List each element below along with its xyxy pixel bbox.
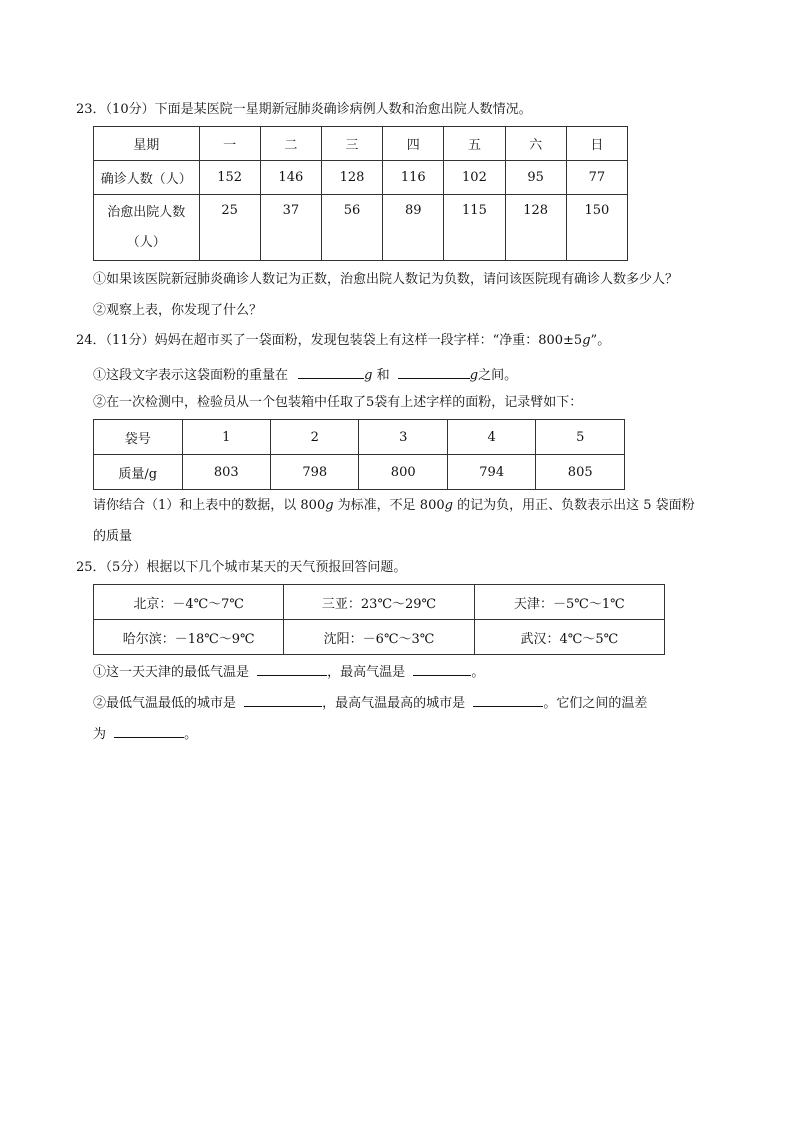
q23-row-label: 确诊人数（人）	[94, 161, 200, 195]
q24-mass: 798	[270, 455, 358, 490]
q24-sub1-end: 之间。	[478, 368, 518, 383]
q25-city-forecast: 沈阳：－6℃～3℃	[284, 620, 474, 655]
q23-cell: 77	[566, 161, 627, 195]
q24-heading-text: 24．（11分）妈妈在超市买了一袋面粉，发现包装袋上有这样一段字样：“净重：800±5	[76, 333, 583, 348]
q23-day: 三	[321, 127, 382, 161]
q23-day: 四	[383, 127, 444, 161]
q24-row1-label: 袋号	[94, 420, 183, 455]
q25-sub2	[93, 692, 647, 714]
q23-sub1: ①如果该医院新冠肺炎确诊人数记为正数，治愈出院人数记为负数，请问该医院现有确诊人数多少人？	[93, 272, 679, 287]
q24-table	[93, 419, 625, 490]
q25-city-forecast: 天津：－5℃～1℃	[474, 585, 664, 620]
q24-row2-label: 质量/g	[94, 455, 183, 490]
q24-sub1	[93, 364, 517, 386]
q25-table	[93, 584, 665, 655]
q24-bag-number: 2	[270, 420, 358, 455]
unit-g: g	[364, 368, 373, 383]
q24-heading-unit: g	[582, 333, 591, 348]
q23-sub2: ②观察上表，你发现了什么？	[93, 303, 263, 318]
q23-header-label: 星期	[94, 127, 200, 161]
q24-bag-number: 1	[182, 420, 270, 455]
q24-heading-end: ”。	[590, 333, 611, 348]
q24-mass: 800	[359, 455, 447, 490]
answer-blank[interactable]	[473, 692, 543, 707]
answer-blank[interactable]	[298, 364, 364, 379]
answer-blank[interactable]	[114, 723, 184, 738]
q25-sub1-mid: ，最高气温是	[327, 665, 406, 680]
unit-g: g	[444, 498, 453, 513]
q23-row-label-line1: 治愈出院人数	[107, 204, 186, 220]
q25-sub2-mid: ，最高气温最高的城市是	[322, 696, 466, 711]
answer-blank[interactable]	[413, 661, 471, 676]
q23-cell: 128	[505, 195, 566, 261]
q23-day: 六	[505, 127, 566, 161]
q23-cell: 150	[566, 195, 627, 261]
q23-cell: 56	[321, 195, 382, 261]
q24-instruction-part2: 为标准，不足 800	[333, 498, 445, 513]
q25-heading: 25．（5分）根据以下几个城市某天的天气预报回答问题。	[76, 560, 407, 575]
q25-sub1-end: 。	[471, 665, 485, 680]
q24-mass: 805	[536, 455, 625, 490]
q24-sub1-text: ①这段文字表示这袋面粉的重量在	[93, 368, 289, 383]
q23-day: 日	[566, 127, 627, 161]
q24-heading	[76, 331, 610, 351]
q25-sub1	[93, 661, 484, 683]
q25-sub1-text: ①这一天天津的最低气温是	[93, 665, 250, 680]
q24-mass: 794	[447, 455, 535, 490]
q23-cell: 25	[199, 195, 260, 261]
q23-cell: 128	[321, 161, 382, 195]
q24-bag-number: 3	[359, 420, 447, 455]
q23-cell: 102	[444, 161, 505, 195]
q24-instruction	[93, 496, 695, 516]
q25-sub2-line2	[93, 723, 197, 745]
q23-day: 五	[444, 127, 505, 161]
q24-sub1-and: 和	[376, 368, 390, 383]
q25-city-forecast: 三亚：23℃～29℃	[284, 585, 474, 620]
q23-day: 二	[260, 127, 321, 161]
q24-bag-number: 5	[536, 420, 625, 455]
q23-cell: 89	[383, 195, 444, 261]
answer-blank[interactable]	[244, 692, 322, 707]
q25-sub2-end: 。它们之间的温差	[543, 696, 648, 711]
q25-city-forecast: 北京：－4℃～7℃	[94, 585, 284, 620]
unit-g: g	[469, 368, 479, 383]
q25-city-forecast: 哈尔滨：－18℃～9℃	[94, 620, 284, 655]
q23-row-label-line2: （人）	[126, 234, 166, 250]
q25-city-forecast: 武汉：4℃～5℃	[474, 620, 664, 655]
q24-instruction-part1: 请你结合（1）和上表中的数据，以 800	[93, 498, 326, 513]
q23-cell: 95	[505, 161, 566, 195]
q23-table	[93, 126, 628, 261]
q24-instruction-part3: 的记为负，用正、负数表示出这 5 袋面粉	[452, 498, 695, 513]
q23-heading: 23．（10分）下面是某医院一星期新冠肺炎确诊病例人数和治愈出院人数情况。	[76, 102, 532, 117]
q23-row-label	[94, 195, 200, 261]
q23-day: 一	[199, 127, 260, 161]
q24-sub2: ②在一次检测中，检验员从一个包装箱中任取了5袋有上述字样的面粉，记录臂如下：	[93, 395, 583, 410]
answer-blank[interactable]	[257, 661, 327, 676]
q23-cell: 146	[260, 161, 321, 195]
q23-cell: 37	[260, 195, 321, 261]
unit-g: g	[325, 498, 334, 513]
q24-instruction-line2: 的质量	[93, 529, 133, 544]
q25-sub2-line2-text: 为	[93, 727, 107, 742]
q23-cell: 152	[199, 161, 260, 195]
q23-cell: 115	[444, 195, 505, 261]
answer-blank[interactable]	[398, 364, 470, 379]
q23-cell: 116	[383, 161, 444, 195]
q24-mass: 803	[182, 455, 270, 490]
q25-sub2-line2-end: 。	[184, 727, 198, 742]
q24-bag-number: 4	[447, 420, 535, 455]
q25-sub2-text: ②最低气温最低的城市是	[93, 696, 237, 711]
